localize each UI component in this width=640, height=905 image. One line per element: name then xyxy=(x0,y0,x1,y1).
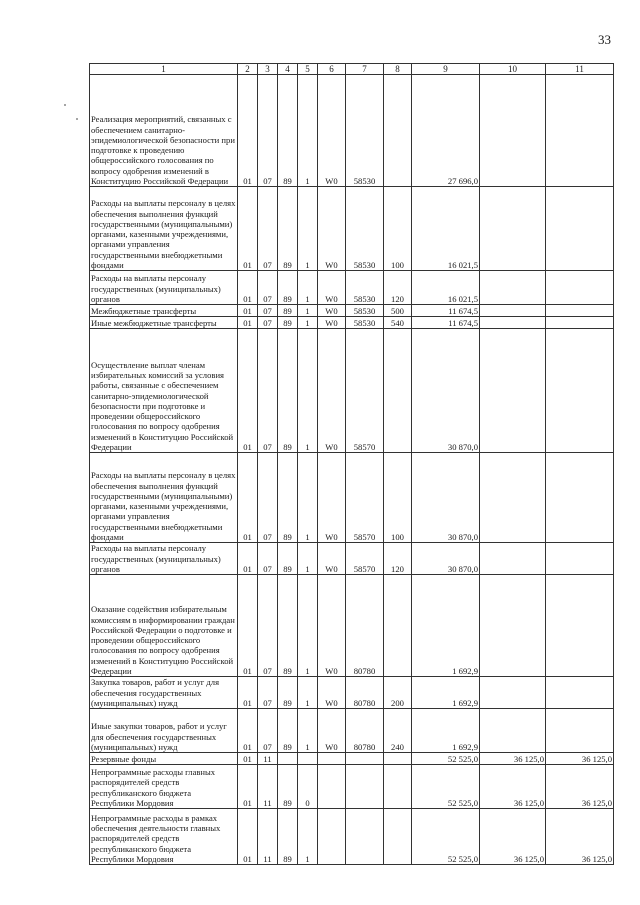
cell-c8 xyxy=(384,765,412,809)
table-row xyxy=(90,187,614,271)
cell-c9: 16 021,5 xyxy=(412,271,480,305)
cell-c6: W0 xyxy=(318,75,346,187)
cell-c10 xyxy=(480,305,546,317)
column-header-1: 1 xyxy=(90,64,238,75)
cell-c6: W0 xyxy=(318,329,346,453)
cell-c8: 120 xyxy=(384,271,412,305)
cell-c5: 1 xyxy=(298,453,318,543)
cell-c4: 89 xyxy=(278,677,298,709)
cell-c8: 540 xyxy=(384,317,412,329)
table-row xyxy=(90,677,614,709)
cell-c7: 80780 xyxy=(346,709,384,753)
column-header-10: 10 xyxy=(480,64,546,75)
cell-c2: 01 xyxy=(238,329,258,453)
row-name-cell: Иные межбюджетные трансферты xyxy=(90,317,238,329)
cell-c3: 11 xyxy=(258,809,278,865)
cell-c9: 27 696,0 xyxy=(412,75,480,187)
cell-c11 xyxy=(546,453,614,543)
column-header-6: 6 xyxy=(318,64,346,75)
cell-c9: 1 692,9 xyxy=(412,575,480,677)
cell-c8: 100 xyxy=(384,187,412,271)
cell-c7: 58570 xyxy=(346,543,384,575)
row-name-cell: Непрограммные расходы в рамках обеспечения деятельности главных распорядителей средств республиканского бюджета Республики Мордовия xyxy=(90,809,238,865)
cell-c2: 01 xyxy=(238,305,258,317)
cell-c6: W0 xyxy=(318,187,346,271)
cell-c4: 89 xyxy=(278,709,298,753)
scan-speck xyxy=(64,104,66,106)
cell-c4: 89 xyxy=(278,543,298,575)
column-header-7: 7 xyxy=(346,64,384,75)
cell-c3: 07 xyxy=(258,271,278,305)
cell-c10 xyxy=(480,543,546,575)
budget-table xyxy=(89,63,614,865)
cell-c11 xyxy=(546,677,614,709)
cell-c2: 01 xyxy=(238,677,258,709)
cell-c7 xyxy=(346,753,384,765)
cell-c2: 01 xyxy=(238,709,258,753)
row-name-cell: Расходы на выплаты персоналу государственных (муниципальных) органов xyxy=(90,543,238,575)
cell-c7: 58530 xyxy=(346,271,384,305)
cell-c5: 1 xyxy=(298,271,318,305)
cell-c8 xyxy=(384,75,412,187)
cell-c9: 30 870,0 xyxy=(412,543,480,575)
cell-c2: 01 xyxy=(238,317,258,329)
column-header-8: 8 xyxy=(384,64,412,75)
row-name-cell: Оказание содействия избирательным комиссиям в информировании граждан Российской Федерации о подготовке и проведении общероссийского голосования по вопросу одобрения изменений в Конституцию Российской Федерации xyxy=(90,575,238,677)
cell-c7: 80780 xyxy=(346,575,384,677)
cell-c8: 120 xyxy=(384,543,412,575)
cell-c5: 1 xyxy=(298,329,318,453)
cell-c3: 07 xyxy=(258,575,278,677)
cell-c10 xyxy=(480,709,546,753)
cell-c4: 89 xyxy=(278,765,298,809)
row-name-cell: Непрограммные расходы главных распорядителей средств республиканского бюджета Республики Мордовия xyxy=(90,765,238,809)
cell-c2: 01 xyxy=(238,765,258,809)
cell-c4: 89 xyxy=(278,271,298,305)
cell-c8 xyxy=(384,753,412,765)
cell-c11: 36 125,0 xyxy=(546,765,614,809)
cell-c3: 07 xyxy=(258,305,278,317)
cell-c3: 07 xyxy=(258,677,278,709)
row-name-cell: Закупка товаров, работ и услуг для обеспечения государственных (муниципальных) нужд xyxy=(90,677,238,709)
cell-c3: 07 xyxy=(258,187,278,271)
table-row xyxy=(90,543,614,575)
cell-c4: 89 xyxy=(278,453,298,543)
cell-c3: 07 xyxy=(258,317,278,329)
cell-c4: 89 xyxy=(278,575,298,677)
cell-c7: 58530 xyxy=(346,317,384,329)
cell-c5: 1 xyxy=(298,187,318,271)
cell-c4: 89 xyxy=(278,187,298,271)
cell-c7: 58530 xyxy=(346,75,384,187)
cell-c11: 36 125,0 xyxy=(546,809,614,865)
cell-c6: W0 xyxy=(318,271,346,305)
cell-c8: 240 xyxy=(384,709,412,753)
table-row xyxy=(90,75,614,187)
cell-c4: 89 xyxy=(278,75,298,187)
cell-c2: 01 xyxy=(238,453,258,543)
cell-c7 xyxy=(346,765,384,809)
cell-c7: 58530 xyxy=(346,187,384,271)
cell-c6: W0 xyxy=(318,453,346,543)
cell-c7 xyxy=(346,809,384,865)
column-header-11: 11 xyxy=(546,64,614,75)
cell-c11 xyxy=(546,75,614,187)
cell-c4: 89 xyxy=(278,317,298,329)
cell-c4: 89 xyxy=(278,809,298,865)
cell-c5: 1 xyxy=(298,575,318,677)
cell-c7: 58530 xyxy=(346,305,384,317)
cell-c8: 200 xyxy=(384,677,412,709)
cell-c3: 11 xyxy=(258,765,278,809)
column-header-2: 2 xyxy=(238,64,258,75)
cell-c5: 1 xyxy=(298,317,318,329)
cell-c3: 07 xyxy=(258,329,278,453)
cell-c2: 01 xyxy=(238,75,258,187)
cell-c5: 1 xyxy=(298,709,318,753)
cell-c10 xyxy=(480,317,546,329)
cell-c11 xyxy=(546,305,614,317)
cell-c9: 16 021,5 xyxy=(412,187,480,271)
cell-c9: 30 870,0 xyxy=(412,453,480,543)
row-name-cell: Иные закупки товаров, работ и услуг для обеспечения государственных (муниципальных) нужд xyxy=(90,709,238,753)
cell-c5: 1 xyxy=(298,75,318,187)
cell-c4 xyxy=(278,753,298,765)
cell-c6 xyxy=(318,765,346,809)
cell-c6 xyxy=(318,753,346,765)
cell-c8: 500 xyxy=(384,305,412,317)
cell-c9: 1 692,9 xyxy=(412,709,480,753)
cell-c6: W0 xyxy=(318,575,346,677)
cell-c3: 11 xyxy=(258,753,278,765)
cell-c5: 1 xyxy=(298,543,318,575)
table-row xyxy=(90,305,614,317)
cell-c2: 01 xyxy=(238,187,258,271)
cell-c2: 01 xyxy=(238,809,258,865)
row-name-cell: Резервные фонды xyxy=(90,753,238,765)
cell-c11 xyxy=(546,329,614,453)
cell-c3: 07 xyxy=(258,543,278,575)
cell-c11 xyxy=(546,187,614,271)
cell-c9: 1 692,9 xyxy=(412,677,480,709)
cell-c7: 58570 xyxy=(346,329,384,453)
row-name-cell: Межбюджетные трансферты xyxy=(90,305,238,317)
column-header-3: 3 xyxy=(258,64,278,75)
cell-c5: 1 xyxy=(298,809,318,865)
cell-c11 xyxy=(546,317,614,329)
cell-c5: 0 xyxy=(298,765,318,809)
cell-c10 xyxy=(480,271,546,305)
cell-c8 xyxy=(384,575,412,677)
cell-c5: 1 xyxy=(298,305,318,317)
cell-c6: W0 xyxy=(318,543,346,575)
cell-c9: 11 674,5 xyxy=(412,317,480,329)
cell-c2: 01 xyxy=(238,575,258,677)
column-header-9: 9 xyxy=(412,64,480,75)
row-name-cell: Расходы на выплаты персоналу в целях обеспечения выполнения функций государственными (муниципальными) органами, казенными учреждениями, органами управления государственными внебюджетными фондами xyxy=(90,187,238,271)
cell-c7: 58570 xyxy=(346,453,384,543)
row-name-cell: Расходы на выплаты персоналу государственных (муниципальных) органов xyxy=(90,271,238,305)
cell-c8 xyxy=(384,809,412,865)
cell-c10: 36 125,0 xyxy=(480,809,546,865)
cell-c4: 89 xyxy=(278,305,298,317)
cell-c2: 01 xyxy=(238,753,258,765)
cell-c11 xyxy=(546,271,614,305)
cell-c3: 07 xyxy=(258,453,278,543)
table-row xyxy=(90,809,614,865)
cell-c3: 07 xyxy=(258,709,278,753)
cell-c8 xyxy=(384,329,412,453)
cell-c10 xyxy=(480,187,546,271)
cell-c10: 36 125,0 xyxy=(480,765,546,809)
column-header-5: 5 xyxy=(298,64,318,75)
table-row xyxy=(90,271,614,305)
cell-c6 xyxy=(318,809,346,865)
cell-c2: 01 xyxy=(238,271,258,305)
cell-c10 xyxy=(480,575,546,677)
cell-c10 xyxy=(480,677,546,709)
cell-c6: W0 xyxy=(318,709,346,753)
cell-c9: 52 525,0 xyxy=(412,753,480,765)
cell-c5: 1 xyxy=(298,677,318,709)
cell-c6: W0 xyxy=(318,305,346,317)
cell-c9: 52 525,0 xyxy=(412,765,480,809)
table-row xyxy=(90,453,614,543)
cell-c10: 36 125,0 xyxy=(480,753,546,765)
cell-c11 xyxy=(546,543,614,575)
cell-c4: 89 xyxy=(278,329,298,453)
cell-c10 xyxy=(480,329,546,453)
row-name-cell: Осуществление выплат членам избирательных комиссий за условия работы, связанные с обеспечением санитарно-эпидемиологической безопасности при подготовке и проведении общероссийского голосования по вопросу одобрения изменений в Конституцию Российской Федерации xyxy=(90,329,238,453)
cell-c10 xyxy=(480,453,546,543)
cell-c2: 01 xyxy=(238,543,258,575)
cell-c3: 07 xyxy=(258,75,278,187)
column-header-4: 4 xyxy=(278,64,298,75)
cell-c6: W0 xyxy=(318,677,346,709)
cell-c11 xyxy=(546,709,614,753)
table-row xyxy=(90,575,614,677)
page-number: 33 xyxy=(598,32,611,47)
cell-c6: W0 xyxy=(318,317,346,329)
cell-c9: 52 525,0 xyxy=(412,809,480,865)
table-row xyxy=(90,709,614,753)
cell-c11 xyxy=(546,575,614,677)
table-row xyxy=(90,317,614,329)
cell-c5 xyxy=(298,753,318,765)
cell-c9: 30 870,0 xyxy=(412,329,480,453)
cell-c8: 100 xyxy=(384,453,412,543)
table-body xyxy=(90,75,614,865)
cell-c10 xyxy=(480,75,546,187)
row-name-cell: Расходы на выплаты персоналу в целях обеспечения выполнения функций государственными (муниципальными) органами, казенными учреждениями, органами управления государственными внебюджетными фондами xyxy=(90,453,238,543)
cell-c11: 36 125,0 xyxy=(546,753,614,765)
table-row xyxy=(90,329,614,453)
cell-c9: 11 674,5 xyxy=(412,305,480,317)
table-row xyxy=(90,765,614,809)
scan-speck xyxy=(76,118,78,120)
table-row xyxy=(90,753,614,765)
row-name-cell: Реализация мероприятий, связанных с обеспечением санитарно-эпидемиологической безопасности при подготовке к проведению общероссийского голосования по вопросу одобрения изменений в Конституцию Российской Федерации xyxy=(90,75,238,187)
cell-c7: 80780 xyxy=(346,677,384,709)
header-row xyxy=(90,64,614,75)
